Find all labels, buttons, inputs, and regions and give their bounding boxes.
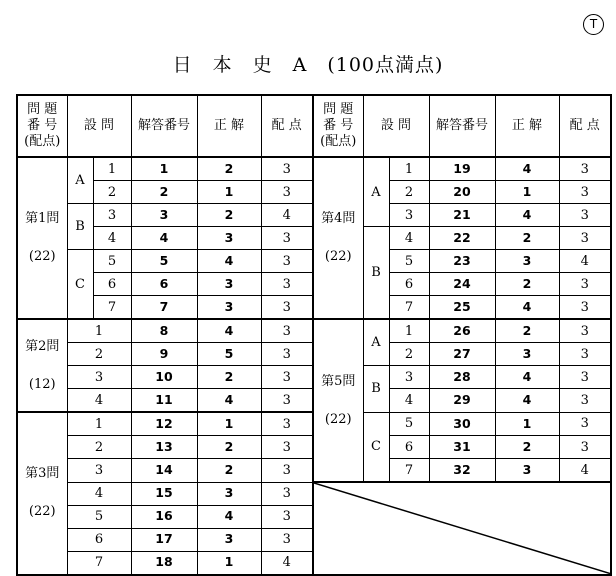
- answer-number: 29: [429, 389, 495, 413]
- question-label: [313, 157, 363, 319]
- answer-number: 15: [131, 482, 197, 505]
- points: 3: [261, 157, 313, 181]
- header-kaito-bango: 解答番号: [131, 95, 197, 157]
- sub-number: 6: [93, 273, 131, 296]
- correct-answer: 3: [197, 296, 261, 320]
- answer-table: [16, 94, 612, 576]
- answer-number: 32: [429, 459, 495, 483]
- group-label: B: [363, 227, 389, 320]
- sub-number: 5: [67, 505, 131, 528]
- answer-number: 8: [131, 319, 197, 343]
- answer-number: 18: [131, 551, 197, 575]
- sub-number: 7: [67, 551, 131, 575]
- sub-number: 2: [389, 181, 429, 204]
- correct-answer: 3: [197, 528, 261, 551]
- correct-answer: 1: [495, 412, 559, 436]
- points: 3: [261, 273, 313, 296]
- answer-number: 25: [429, 296, 495, 320]
- correct-answer: 4: [495, 296, 559, 320]
- sub-number: 4: [389, 227, 429, 250]
- header-seikai: 正 解: [197, 95, 261, 157]
- answer-number: 26: [429, 319, 495, 343]
- correct-answer: 4: [495, 366, 559, 389]
- question-label: [17, 319, 67, 412]
- points: 3: [559, 319, 611, 343]
- points: 3: [261, 505, 313, 528]
- correct-answer: 3: [495, 459, 559, 483]
- points: 3: [261, 482, 313, 505]
- question-number: 第3問: [25, 466, 60, 482]
- answer-number: 28: [429, 366, 495, 389]
- correct-answer: 3: [197, 227, 261, 250]
- question-points: (12): [28, 376, 56, 392]
- points: 4: [261, 551, 313, 575]
- sub-number: 1: [67, 319, 131, 343]
- corner-mark: T: [583, 14, 604, 35]
- table-row: [17, 319, 611, 343]
- correct-answer: 3: [495, 343, 559, 366]
- sub-number: 1: [389, 157, 429, 181]
- correct-answer: 4: [197, 505, 261, 528]
- sub-number: 4: [389, 389, 429, 413]
- question-number: 第1問: [25, 211, 60, 226]
- correct-answer: 2: [197, 436, 261, 459]
- answer-number: 21: [429, 204, 495, 227]
- sub-number: 4: [67, 482, 131, 505]
- correct-answer: 4: [495, 204, 559, 227]
- answer-number: 22: [429, 227, 495, 250]
- correct-answer: 3: [197, 482, 261, 505]
- correct-answer: 3: [495, 250, 559, 273]
- correct-answer: 1: [495, 181, 559, 204]
- points: 4: [261, 204, 313, 227]
- correct-answer: 1: [197, 551, 261, 575]
- correct-answer: 2: [197, 157, 261, 181]
- points: 3: [559, 181, 611, 204]
- blank-diagonal-area: [313, 482, 611, 575]
- answer-number: 13: [131, 436, 197, 459]
- question-points: (22): [324, 411, 352, 427]
- correct-answer: 2: [495, 319, 559, 343]
- answer-number: 24: [429, 273, 495, 296]
- sub-number: 3: [67, 366, 131, 389]
- question-label: [17, 157, 67, 319]
- sub-number: 3: [389, 366, 429, 389]
- answer-number: 30: [429, 412, 495, 436]
- correct-answer: 2: [197, 204, 261, 227]
- group-label: C: [363, 412, 389, 482]
- answer-number: 31: [429, 436, 495, 459]
- header-setsumon: 設 問: [67, 95, 131, 157]
- points: 4: [559, 459, 611, 483]
- correct-answer: 4: [197, 319, 261, 343]
- answer-number: 23: [429, 250, 495, 273]
- answer-number: 27: [429, 343, 495, 366]
- points: 3: [559, 412, 611, 436]
- points: 3: [261, 227, 313, 250]
- sub-number: 2: [389, 343, 429, 366]
- answer-number: 10: [131, 366, 197, 389]
- header-kaito-bango-right: 解答番号: [429, 95, 495, 157]
- answer-number: 2: [131, 181, 197, 204]
- sub-number: 7: [389, 296, 429, 320]
- sub-number: 4: [67, 389, 131, 413]
- diagonal-stroke: [314, 483, 610, 574]
- question-points: (22): [28, 249, 56, 264]
- correct-answer: 5: [197, 343, 261, 366]
- correct-answer: 2: [197, 459, 261, 483]
- correct-answer: 1: [197, 181, 261, 204]
- question-label: [313, 319, 363, 482]
- header-haiten-right: 配 点: [559, 95, 611, 157]
- header-setsumon-right: 設 問: [363, 95, 429, 157]
- points: 3: [559, 273, 611, 296]
- points: 3: [261, 319, 313, 343]
- points: 3: [261, 412, 313, 436]
- sub-number: 7: [389, 459, 429, 483]
- points: 3: [261, 436, 313, 459]
- points: 4: [559, 250, 611, 273]
- question-label: [17, 412, 67, 575]
- points: 3: [261, 528, 313, 551]
- answer-number: 9: [131, 343, 197, 366]
- sub-number: 1: [67, 412, 131, 436]
- header-seikai-right: 正 解: [495, 95, 559, 157]
- sub-number: 6: [67, 528, 131, 551]
- points: 3: [559, 436, 611, 459]
- correct-answer: 4: [197, 250, 261, 273]
- question-points: (22): [324, 249, 352, 264]
- points: 3: [559, 296, 611, 320]
- points: 3: [261, 459, 313, 483]
- correct-answer: 3: [197, 273, 261, 296]
- answer-number: 20: [429, 181, 495, 204]
- correct-answer: 1: [197, 412, 261, 436]
- sub-number: 5: [389, 250, 429, 273]
- answer-number: 19: [429, 157, 495, 181]
- correct-answer: 2: [495, 436, 559, 459]
- sub-number: 6: [389, 436, 429, 459]
- correct-answer: 4: [495, 389, 559, 413]
- group-label: A: [67, 157, 93, 204]
- table-row: [17, 482, 611, 505]
- answer-number: 6: [131, 273, 197, 296]
- group-label: C: [67, 250, 93, 320]
- sub-number: 3: [389, 204, 429, 227]
- points: 3: [261, 296, 313, 320]
- sub-number: 7: [93, 296, 131, 320]
- points: 3: [559, 204, 611, 227]
- correct-answer: 4: [495, 157, 559, 181]
- header-mondai-right: 問 題 番 号 (配点): [313, 95, 363, 157]
- header-row: [17, 95, 611, 157]
- header-mondai: 問 題 番 号 (配点): [17, 95, 67, 157]
- answer-number: 4: [131, 227, 197, 250]
- group-label: B: [363, 366, 389, 413]
- answer-number: 17: [131, 528, 197, 551]
- correct-answer: 4: [197, 389, 261, 413]
- points: 3: [559, 389, 611, 413]
- answer-number: 7: [131, 296, 197, 320]
- points: 3: [559, 227, 611, 250]
- sub-number: 4: [93, 227, 131, 250]
- sub-number: 3: [67, 459, 131, 483]
- points: 3: [261, 250, 313, 273]
- answer-number: 1: [131, 157, 197, 181]
- correct-answer: 2: [495, 273, 559, 296]
- sub-number: 6: [389, 273, 429, 296]
- points: 3: [559, 366, 611, 389]
- sub-number: 2: [93, 181, 131, 204]
- question-number: 第4問: [321, 211, 356, 226]
- sub-number: 2: [67, 343, 131, 366]
- correct-answer: 2: [495, 227, 559, 250]
- answer-number: 16: [131, 505, 197, 528]
- question-number: 第5問: [321, 373, 356, 389]
- answer-number: 14: [131, 459, 197, 483]
- points: 3: [559, 157, 611, 181]
- group-label: A: [363, 319, 389, 366]
- answer-number: 11: [131, 389, 197, 413]
- group-label: A: [363, 157, 389, 227]
- points: 3: [261, 366, 313, 389]
- points: 3: [559, 343, 611, 366]
- correct-answer: 2: [197, 366, 261, 389]
- points: 3: [261, 389, 313, 413]
- question-points: (22): [28, 504, 56, 520]
- answer-number: 3: [131, 204, 197, 227]
- table-row: [17, 157, 611, 181]
- points: 3: [261, 343, 313, 366]
- diagonal-line: [314, 483, 610, 574]
- answer-number: 12: [131, 412, 197, 436]
- page-title: 日 本 史 A (100点満点): [172, 54, 444, 76]
- sub-number: 5: [389, 412, 429, 436]
- group-label: B: [67, 204, 93, 250]
- sub-number: 1: [389, 319, 429, 343]
- answer-number: 5: [131, 250, 197, 273]
- question-number: 第2問: [25, 338, 60, 354]
- sub-number: 3: [93, 204, 131, 227]
- sub-number: 2: [67, 436, 131, 459]
- points: 3: [261, 181, 313, 204]
- header-haiten: 配 点: [261, 95, 313, 157]
- sub-number: 1: [93, 157, 131, 181]
- sub-number: 5: [93, 250, 131, 273]
